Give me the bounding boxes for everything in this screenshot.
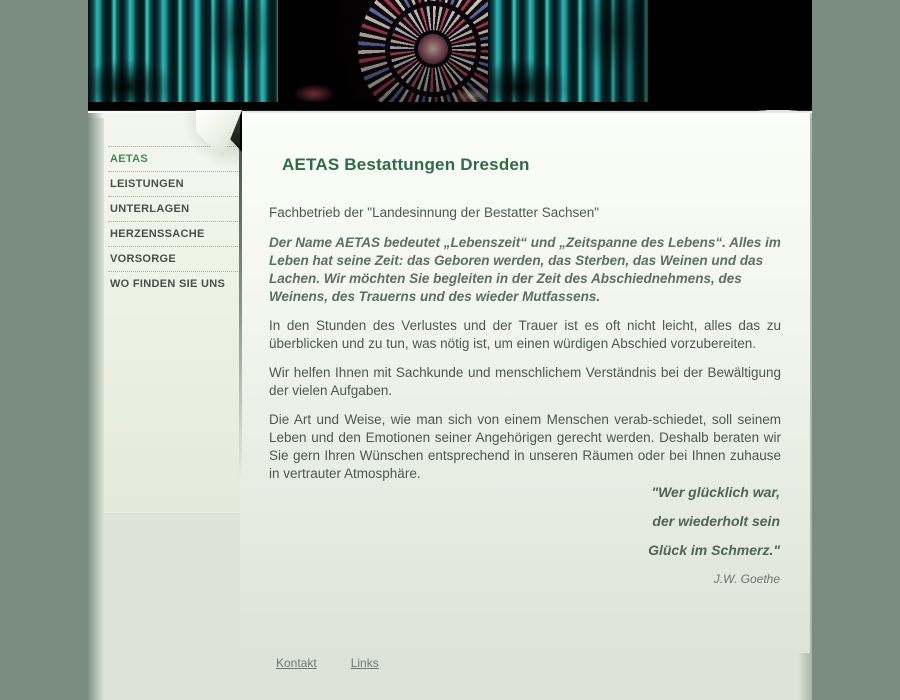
body-paragraph-3: Die Art und Weise, wie man sich von einem Menschen verab-schiedet, soll seinem Leben und den Emotionen seiner Angehörigen gerecht werden. Deshalb beraten wir Sie gern Ihren Wünschen entsprechend in unseren Räumen oder bei Ihnen zuhause in vertrauter Atmosphäre.: [269, 411, 781, 481]
main-navigation: [108, 146, 244, 296]
sidebar-item-unterlagen[interactable]: UNTERLAGEN: [108, 196, 244, 221]
sidebar-item-wo-finden-sie-uns[interactable]: WO FINDEN SIE UNS: [108, 271, 244, 296]
emphasis-paragraph: Der Name AETAS bedeutet „Lebenszeit“ und „Zeitspanne des Lebens“. Alles im Leben hat seine Zeit: das Geboren werden, das Sterben, das Weinen und das Lachen. Wir möchten Sie begleiten in der Zeit des Abschiednehmens, des Weinens, des Trauerns und des wieder Mutfassens.: [269, 234, 781, 304]
body-paragraph-2: Wir helfen Ihnen mit Sachkunde und menschlichem Verständnis bei der Bewältigung der vielen Aufgaben.: [269, 364, 781, 398]
quote-line-1: "Wer glücklich war,: [651, 484, 780, 500]
body-paragraph-1: In den Stunden des Verlustes und der Trauer ist es oft nicht leicht, alles das zu überblicken und zu tun, was nötig ist, um einen würdigen Abschied vorzubereiten.: [269, 317, 781, 351]
sidebar-item-aetas[interactable]: AETAS: [108, 146, 244, 171]
header-photo-fade: [588, 0, 812, 102]
quote-line-3: Glück im Schmerz.": [648, 542, 780, 558]
content-divider: [239, 118, 242, 478]
organ-pipes-photo-left: [88, 0, 278, 102]
sidebar-item-leistungen[interactable]: LEISTUNGEN: [108, 171, 244, 196]
rose-window-tracery: [283, 0, 503, 102]
header-banner: [88, 0, 812, 118]
rose-window-photo: [283, 0, 503, 102]
footer: [276, 656, 379, 670]
sidebar-item-herzenssache[interactable]: HERZENSSACHE: [108, 221, 244, 246]
quote-line-2: der wiederholt sein: [652, 513, 780, 529]
pull-quote: [430, 478, 780, 565]
quote-author: J.W. Goethe: [713, 572, 780, 586]
page-title: AETAS Bestattungen Dresden: [282, 155, 530, 175]
intro-line: Fachbetrieb der "Landesinnung der Bestatter Sachsen": [269, 204, 600, 220]
sidebar-item-vorsorge[interactable]: VORSORGE: [108, 246, 244, 271]
footer-link-kontakt[interactable]: Kontakt: [276, 656, 317, 670]
footer-link-links[interactable]: Links: [350, 656, 379, 670]
